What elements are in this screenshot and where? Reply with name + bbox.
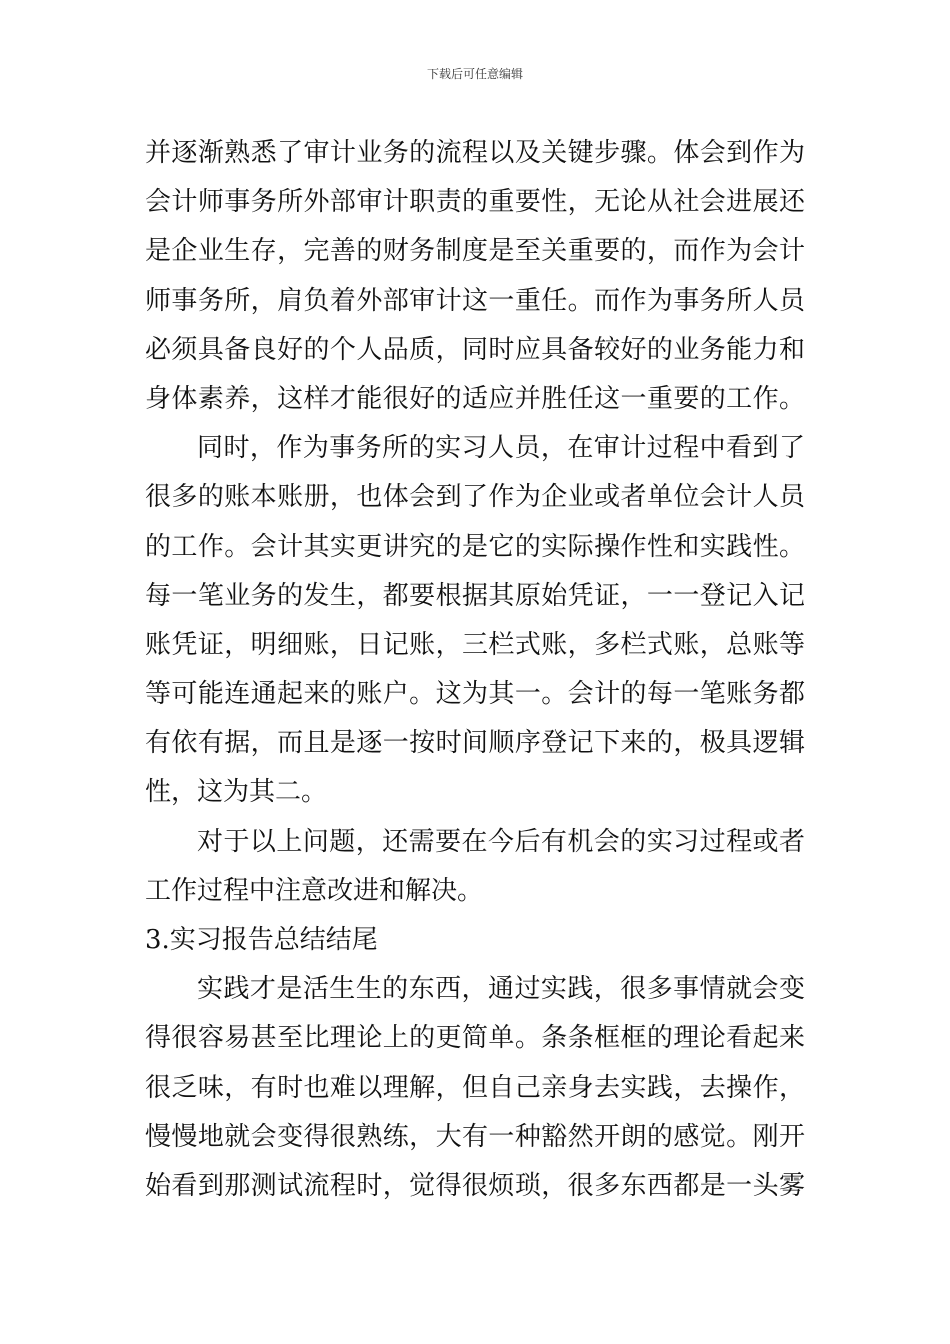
text-line: 账凭证，明细账，日记账，三栏式账，多栏式账，总账等: [145, 629, 805, 660]
text-line: 很多的账本账册，也体会到了作为企业或者单位会计人员: [145, 482, 805, 513]
text-line: 是企业生存，完善的财务制度是至关重要的，而作为会计: [145, 236, 805, 267]
text-line: 并逐渐熟悉了审计业务的流程以及关键步骤。体会到作为: [145, 138, 805, 168]
paragraph-first-line: 对于以上问题，还需要在今后有机会的实习过程或者: [197, 826, 805, 857]
text-line: 得很容易甚至比理论上的更简单。条条框框的理论看起来: [145, 1023, 805, 1054]
text-line: 工作过程中注意改进和解决。: [145, 875, 484, 906]
document-body: [145, 129, 805, 1211]
text-line: 等可能连通起来的账户。这为其一。会计的每一笔账务都: [145, 679, 805, 710]
paragraph-first-line: 实践才是活生生的东西，通过实践，很多事情就会变: [197, 974, 805, 1005]
text-line: 师事务所，肩负着外部审计这一重任。而作为事务所人员: [145, 285, 805, 316]
text-line: 很乏味，有时也难以理解，但自己亲身去实践，去操作，: [145, 1072, 805, 1103]
text-line: 的工作。会计其实更讲究的是它的实际操作性和实践性。: [145, 531, 805, 562]
text-line: 有依有据，而且是逐一按时间顺序登记下来的，极具逻辑: [145, 728, 805, 759]
text-line: 每一笔业务的发生，都要根据其原始凭证，一一登记入记: [145, 580, 805, 611]
section-heading: 3.实习报告总结结尾: [145, 925, 378, 955]
page-header: 下载后可任意编辑: [426, 67, 523, 81]
text-line: 性，这为其二。: [145, 777, 328, 808]
paragraph-first-line: 同时，作为事务所的实习人员，在审计过程中看到了: [197, 433, 805, 464]
text-line: 会计师事务所外部审计职责的重要性，无论从社会进展还: [145, 187, 805, 218]
text-line: 慢慢地就会变得很熟练，大有一种豁然开朗的感觉。刚开: [145, 1121, 805, 1152]
text-line: 身体素养，这样才能很好的适应并胜任这一重要的工作。: [145, 383, 805, 414]
text-line: 必须具备良好的个人品质，同时应具备较好的业务能力和: [145, 334, 805, 365]
text-line: 始看到那测试流程时，觉得很烦琐，很多东西都是一头雾: [145, 1170, 805, 1201]
